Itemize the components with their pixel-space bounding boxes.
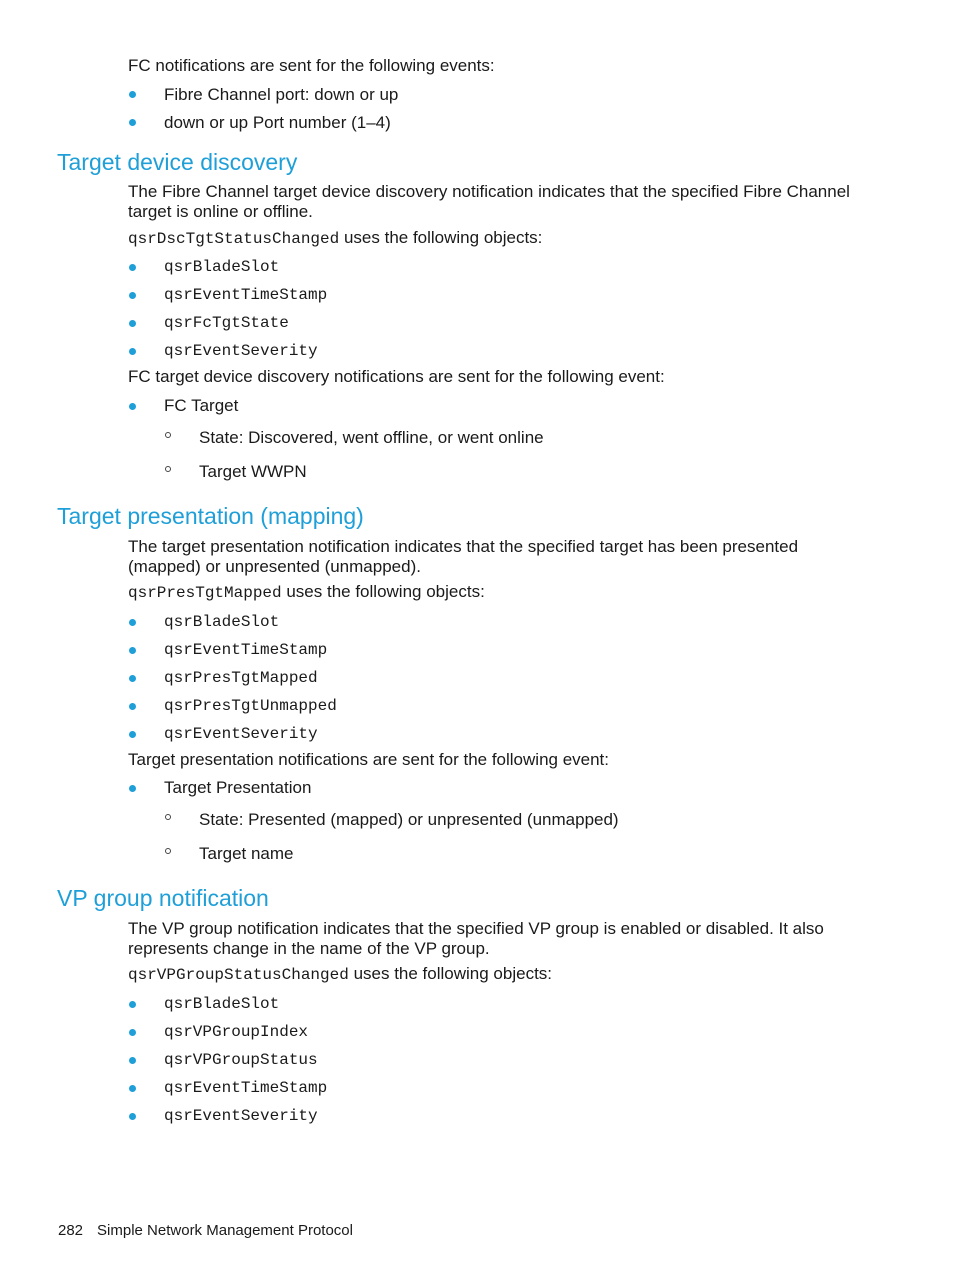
bullet-icon xyxy=(129,703,136,710)
s2-subitem-1: State: Presented (mapped) or unpresented (unmapped) xyxy=(199,810,619,829)
s3-uses-line xyxy=(128,964,552,985)
sub-bullet-icon xyxy=(165,466,171,472)
s2-description: The target presentation notification indicates that the specified target has been presented (mapped) or unpresented (unmapped). xyxy=(128,537,799,576)
bullet-icon xyxy=(129,1029,136,1036)
s1-description: The Fibre Channel target device discovery notification indicates that the specified Fibre Channel target is online or offline. xyxy=(128,182,850,221)
bullet-icon xyxy=(129,731,136,738)
intro-item-2: down or up Port number (1–4) xyxy=(164,113,391,132)
bullet-icon xyxy=(129,403,136,410)
bullet-icon xyxy=(129,1085,136,1092)
bullet-icon xyxy=(129,675,136,682)
s2-object-3: qsrPresTgtMapped xyxy=(164,669,318,687)
s2-object-4: qsrPresTgtUnmapped xyxy=(164,697,337,715)
s1-event: FC Target xyxy=(164,396,239,415)
s1-object-2: qsrEventTimeStamp xyxy=(164,286,328,304)
bullet-icon xyxy=(129,1113,136,1120)
s3-object-1: qsrBladeSlot xyxy=(164,995,280,1013)
intro-text: FC notifications are sent for the following events: xyxy=(128,56,495,75)
sub-bullet-icon xyxy=(165,848,171,854)
s3-object-3: qsrVPGroupStatus xyxy=(164,1051,318,1069)
page-number: 282 xyxy=(58,1222,84,1239)
s1-object-4: qsrEventSeverity xyxy=(164,342,318,360)
section-heading-target-presentation: Target presentation (mapping) xyxy=(57,503,364,529)
s2-uses-text: uses the following objects: xyxy=(281,582,485,601)
s2-object-2: qsrEventTimeStamp xyxy=(164,641,328,659)
bullet-icon xyxy=(129,292,136,299)
s2-object-name: qsrPresTgtMapped xyxy=(128,584,282,602)
s2-events-text: Target presentation notifications are sent for the following event: xyxy=(128,750,610,769)
s1-uses-text: uses the following objects: xyxy=(339,228,543,247)
bullet-icon xyxy=(129,619,136,626)
footer-title: Simple Network Management Protocol xyxy=(97,1222,353,1239)
s2-subitem-2: Target name xyxy=(199,844,294,863)
sub-bullet-icon xyxy=(165,432,171,438)
page-footer xyxy=(58,1222,353,1240)
s2-uses-line xyxy=(128,582,485,603)
bullet-icon xyxy=(129,1057,136,1064)
bullet-icon xyxy=(129,1001,136,1008)
s3-object-name: qsrVPGroupStatusChanged xyxy=(128,966,349,984)
s3-uses-text: uses the following objects: xyxy=(348,964,553,983)
sub-bullet-icon xyxy=(165,814,171,820)
bullet-icon xyxy=(129,119,136,126)
bullet-icon xyxy=(129,348,136,355)
bullet-icon xyxy=(129,320,136,327)
bullet-icon xyxy=(129,264,136,271)
s2-event: Target Presentation xyxy=(164,778,312,797)
s1-events-text: FC target device discovery notifications are sent for the following event: xyxy=(128,367,665,386)
s1-object-3: qsrFcTgtState xyxy=(164,314,289,332)
s1-subitem-1: State: Discovered, went offline, or went online xyxy=(199,428,544,447)
intro-item-1: Fibre Channel port: down or up xyxy=(164,85,399,104)
bullet-icon xyxy=(129,647,136,654)
s1-object-1: qsrBladeSlot xyxy=(164,258,280,276)
s1-object-name: qsrDscTgtStatusChanged xyxy=(128,230,340,248)
section-heading-vp-group-notification: VP group notification xyxy=(57,885,269,911)
bullet-icon xyxy=(129,91,136,98)
s3-object-5: qsrEventSeverity xyxy=(164,1107,318,1125)
s3-description: The VP group notification indicates that the specified VP group is enabled or disabled. It also represents change in the name of the VP group. xyxy=(128,919,824,958)
s1-subitem-2: Target WWPN xyxy=(199,462,307,481)
s3-object-4: qsrEventTimeStamp xyxy=(164,1079,328,1097)
s2-object-1: qsrBladeSlot xyxy=(164,613,280,631)
s2-object-5: qsrEventSeverity xyxy=(164,725,318,743)
s1-uses-line xyxy=(128,228,542,249)
section-heading-target-device-discovery: Target device discovery xyxy=(57,149,298,175)
bullet-icon xyxy=(129,785,136,792)
s3-object-2: qsrVPGroupIndex xyxy=(164,1023,309,1041)
